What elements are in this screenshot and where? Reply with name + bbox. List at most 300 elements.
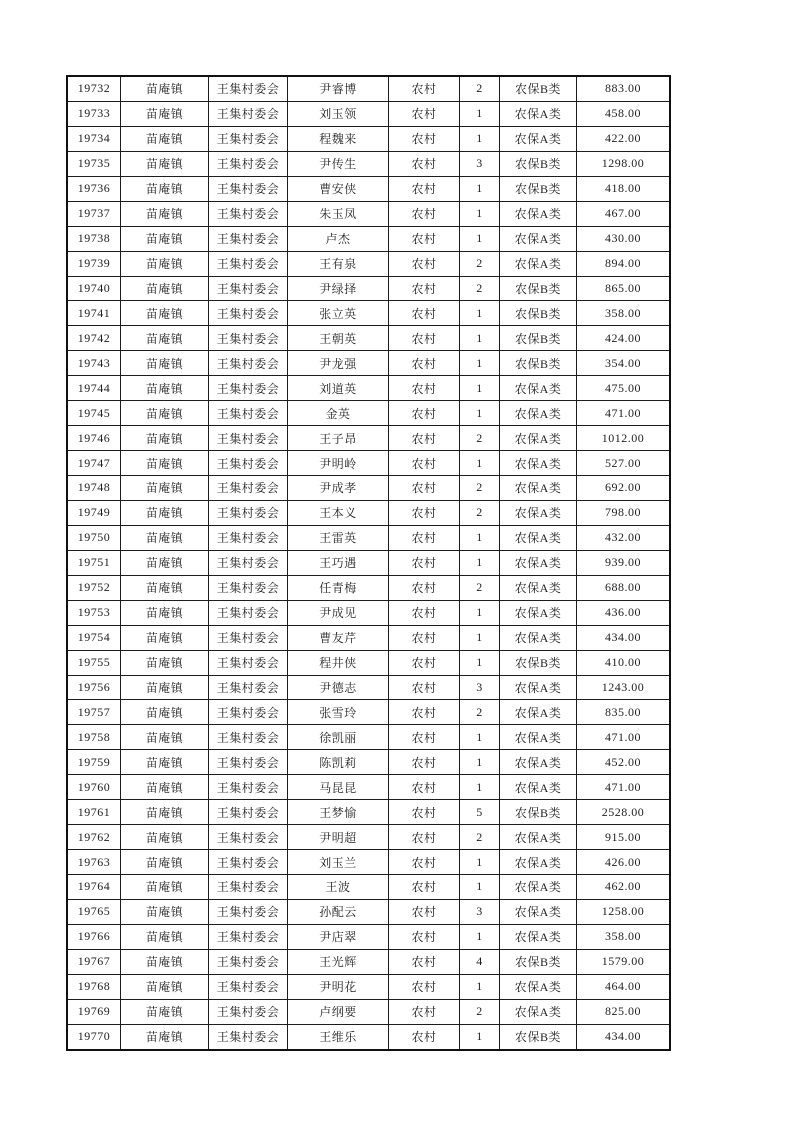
town-cell: 苗庵镇 [121, 899, 209, 924]
person-name-cell: 尹传生 [288, 151, 389, 176]
insurance-category-cell: 农保B类 [500, 76, 577, 101]
residence-type-cell: 农村 [389, 775, 460, 800]
residence-type-cell: 农村 [389, 750, 460, 775]
person-name-cell: 王子昂 [288, 426, 389, 451]
town-cell: 苗庵镇 [121, 151, 209, 176]
village-committee-cell: 王集村委会 [209, 924, 288, 949]
town-cell: 苗庵镇 [121, 800, 209, 825]
amount-cell: 915.00 [577, 825, 671, 850]
town-cell: 苗庵镇 [121, 875, 209, 900]
record-id-cell: 19752 [67, 575, 121, 600]
residence-type-cell: 农村 [389, 126, 460, 151]
residence-type-cell: 农村 [389, 575, 460, 600]
village-committee-cell: 王集村委会 [209, 999, 288, 1024]
amount-cell: 422.00 [577, 126, 671, 151]
insurance-category-cell: 农保B类 [500, 800, 577, 825]
table-row [67, 101, 670, 126]
person-name-cell: 尹明超 [288, 825, 389, 850]
residence-type-cell: 农村 [389, 974, 460, 999]
record-id-cell: 19750 [67, 525, 121, 550]
village-committee-cell: 王集村委会 [209, 700, 288, 725]
person-name-cell: 陈凯莉 [288, 750, 389, 775]
town-cell: 苗庵镇 [121, 825, 209, 850]
insurance-category-cell: 农保A类 [500, 899, 577, 924]
insurance-category-cell: 农保A类 [500, 476, 577, 501]
town-cell: 苗庵镇 [121, 675, 209, 700]
insurance-category-cell: 农保A类 [500, 451, 577, 476]
table-row [67, 326, 670, 351]
record-id-cell: 19768 [67, 974, 121, 999]
table-row [67, 575, 670, 600]
residence-type-cell: 农村 [389, 675, 460, 700]
town-cell: 苗庵镇 [121, 850, 209, 875]
amount-cell: 894.00 [577, 251, 671, 276]
person-name-cell: 尹明花 [288, 974, 389, 999]
table-row [67, 800, 670, 825]
residence-type-cell: 农村 [389, 226, 460, 251]
record-id-cell: 19758 [67, 725, 121, 750]
residence-type-cell: 农村 [389, 600, 460, 625]
town-cell: 苗庵镇 [121, 126, 209, 151]
insurance-category-cell: 农保A类 [500, 675, 577, 700]
person-name-cell: 王光辉 [288, 949, 389, 974]
person-count-cell: 1 [460, 176, 500, 201]
residence-type-cell: 农村 [389, 999, 460, 1024]
table-row [67, 850, 670, 875]
town-cell: 苗庵镇 [121, 301, 209, 326]
person-name-cell: 张雪玲 [288, 700, 389, 725]
insurance-category-cell: 农保A类 [500, 226, 577, 251]
insurance-category-cell: 农保A类 [500, 201, 577, 226]
person-name-cell: 刘玉领 [288, 101, 389, 126]
residence-type-cell: 农村 [389, 825, 460, 850]
town-cell: 苗庵镇 [121, 525, 209, 550]
village-committee-cell: 王集村委会 [209, 750, 288, 775]
person-name-cell: 尹店翠 [288, 924, 389, 949]
residence-type-cell: 农村 [389, 1024, 460, 1049]
residence-type-cell: 农村 [389, 899, 460, 924]
person-name-cell: 尹明岭 [288, 451, 389, 476]
person-count-cell: 1 [460, 101, 500, 126]
person-name-cell: 孙配云 [288, 899, 389, 924]
person-name-cell: 曹友芹 [288, 625, 389, 650]
insurance-category-cell: 农保B类 [500, 301, 577, 326]
amount-cell: 825.00 [577, 999, 671, 1024]
town-cell: 苗庵镇 [121, 176, 209, 201]
residence-type-cell: 农村 [389, 476, 460, 501]
town-cell: 苗庵镇 [121, 924, 209, 949]
record-id-cell: 19740 [67, 276, 121, 301]
record-id-cell: 19756 [67, 675, 121, 700]
person-count-cell: 2 [460, 575, 500, 600]
record-id-cell: 19761 [67, 800, 121, 825]
amount-cell: 452.00 [577, 750, 671, 775]
table-row [67, 76, 670, 101]
table-row [67, 974, 670, 999]
person-name-cell: 任青梅 [288, 575, 389, 600]
person-name-cell: 程井侠 [288, 650, 389, 675]
person-count-cell: 3 [460, 151, 500, 176]
table-row [67, 1024, 670, 1049]
record-id-cell: 19746 [67, 426, 121, 451]
insurance-category-cell: 农保A类 [500, 974, 577, 999]
table-row [67, 525, 670, 550]
town-cell: 苗庵镇 [121, 376, 209, 401]
person-count-cell: 2 [460, 500, 500, 525]
town-cell: 苗庵镇 [121, 251, 209, 276]
person-count-cell: 1 [460, 401, 500, 426]
amount-cell: 432.00 [577, 525, 671, 550]
insurance-category-cell: 农保A类 [500, 376, 577, 401]
village-committee-cell: 王集村委会 [209, 675, 288, 700]
person-count-cell: 1 [460, 974, 500, 999]
town-cell: 苗庵镇 [121, 351, 209, 376]
table-row [67, 875, 670, 900]
town-cell: 苗庵镇 [121, 101, 209, 126]
person-count-cell: 2 [460, 700, 500, 725]
record-id-cell: 19770 [67, 1024, 121, 1049]
table-row [67, 675, 670, 700]
person-count-cell: 1 [460, 725, 500, 750]
person-name-cell: 尹绿择 [288, 276, 389, 301]
person-name-cell: 刘玉兰 [288, 850, 389, 875]
residence-type-cell: 农村 [389, 725, 460, 750]
record-id-cell: 19739 [67, 251, 121, 276]
person-count-cell: 1 [460, 326, 500, 351]
insurance-category-cell: 农保B类 [500, 176, 577, 201]
person-count-cell: 1 [460, 525, 500, 550]
person-name-cell: 刘道英 [288, 376, 389, 401]
town-cell: 苗庵镇 [121, 700, 209, 725]
person-count-cell: 2 [460, 426, 500, 451]
person-count-cell: 1 [460, 750, 500, 775]
village-committee-cell: 王集村委会 [209, 351, 288, 376]
village-committee-cell: 王集村委会 [209, 825, 288, 850]
town-cell: 苗庵镇 [121, 949, 209, 974]
amount-cell: 798.00 [577, 500, 671, 525]
town-cell: 苗庵镇 [121, 650, 209, 675]
record-id-cell: 19767 [67, 949, 121, 974]
table-body [67, 76, 670, 1050]
village-committee-cell: 王集村委会 [209, 226, 288, 251]
residence-type-cell: 农村 [389, 949, 460, 974]
table-row [67, 376, 670, 401]
table-row [67, 201, 670, 226]
table-row [67, 625, 670, 650]
insurance-category-cell: 农保A类 [500, 401, 577, 426]
town-cell: 苗庵镇 [121, 725, 209, 750]
town-cell: 苗庵镇 [121, 550, 209, 575]
amount-cell: 418.00 [577, 176, 671, 201]
residence-type-cell: 农村 [389, 800, 460, 825]
residence-type-cell: 农村 [389, 201, 460, 226]
town-cell: 苗庵镇 [121, 575, 209, 600]
record-id-cell: 19754 [67, 625, 121, 650]
amount-cell: 2528.00 [577, 800, 671, 825]
person-count-cell: 1 [460, 451, 500, 476]
insurance-category-cell: 农保A类 [500, 101, 577, 126]
person-name-cell: 徐凯丽 [288, 725, 389, 750]
person-name-cell: 曹安侠 [288, 176, 389, 201]
residence-type-cell: 农村 [389, 850, 460, 875]
insurance-category-cell: 农保A类 [500, 700, 577, 725]
person-count-cell: 4 [460, 949, 500, 974]
amount-cell: 471.00 [577, 775, 671, 800]
person-count-cell: 3 [460, 899, 500, 924]
record-id-cell: 19741 [67, 301, 121, 326]
person-count-cell: 2 [460, 825, 500, 850]
person-name-cell: 尹睿博 [288, 76, 389, 101]
person-count-cell: 1 [460, 351, 500, 376]
record-id-cell: 19765 [67, 899, 121, 924]
person-name-cell: 王维乐 [288, 1024, 389, 1049]
table-row [67, 176, 670, 201]
person-name-cell: 王梦愉 [288, 800, 389, 825]
person-count-cell: 1 [460, 550, 500, 575]
residence-type-cell: 农村 [389, 151, 460, 176]
amount-cell: 458.00 [577, 101, 671, 126]
insurance-category-cell: 农保B类 [500, 151, 577, 176]
insurance-category-cell: 农保B类 [500, 1024, 577, 1049]
residence-type-cell: 农村 [389, 426, 460, 451]
village-committee-cell: 王集村委会 [209, 426, 288, 451]
residence-type-cell: 农村 [389, 525, 460, 550]
record-id-cell: 19766 [67, 924, 121, 949]
table-row [67, 825, 670, 850]
village-committee-cell: 王集村委会 [209, 899, 288, 924]
residence-type-cell: 农村 [389, 376, 460, 401]
person-count-cell: 1 [460, 226, 500, 251]
village-committee-cell: 王集村委会 [209, 775, 288, 800]
insurance-category-cell: 农保A类 [500, 426, 577, 451]
insurance-category-cell: 农保A类 [500, 500, 577, 525]
amount-cell: 358.00 [577, 924, 671, 949]
table-row [67, 426, 670, 451]
insurance-category-cell: 农保A类 [500, 525, 577, 550]
village-committee-cell: 王集村委会 [209, 151, 288, 176]
residence-type-cell: 农村 [389, 76, 460, 101]
residence-type-cell: 农村 [389, 351, 460, 376]
amount-cell: 692.00 [577, 476, 671, 501]
amount-cell: 1298.00 [577, 151, 671, 176]
amount-cell: 688.00 [577, 575, 671, 600]
residence-type-cell: 农村 [389, 276, 460, 301]
residence-type-cell: 农村 [389, 251, 460, 276]
table-row [67, 550, 670, 575]
insurance-category-cell: 农保A类 [500, 825, 577, 850]
amount-cell: 527.00 [577, 451, 671, 476]
village-committee-cell: 王集村委会 [209, 650, 288, 675]
residence-type-cell: 农村 [389, 650, 460, 675]
payment-roster-table [66, 75, 671, 1051]
person-name-cell: 卢杰 [288, 226, 389, 251]
record-id-cell: 19769 [67, 999, 121, 1024]
person-count-cell: 3 [460, 675, 500, 700]
table-row [67, 899, 670, 924]
town-cell: 苗庵镇 [121, 1024, 209, 1049]
record-id-cell: 19755 [67, 650, 121, 675]
insurance-category-cell: 农保A类 [500, 875, 577, 900]
insurance-category-cell: 农保A类 [500, 924, 577, 949]
person-name-cell: 王雷英 [288, 525, 389, 550]
amount-cell: 835.00 [577, 700, 671, 725]
insurance-category-cell: 农保A类 [500, 750, 577, 775]
person-name-cell: 王巧遇 [288, 550, 389, 575]
residence-type-cell: 农村 [389, 326, 460, 351]
amount-cell: 462.00 [577, 875, 671, 900]
person-name-cell: 尹成孝 [288, 476, 389, 501]
village-committee-cell: 王集村委会 [209, 725, 288, 750]
table-row [67, 999, 670, 1024]
person-count-cell: 1 [460, 201, 500, 226]
table-row [67, 226, 670, 251]
person-count-cell: 1 [460, 376, 500, 401]
record-id-cell: 19737 [67, 201, 121, 226]
table-row [67, 151, 670, 176]
person-count-cell: 1 [460, 301, 500, 326]
table-row [67, 725, 670, 750]
village-committee-cell: 王集村委会 [209, 376, 288, 401]
table-row [67, 600, 670, 625]
town-cell: 苗庵镇 [121, 999, 209, 1024]
record-id-cell: 19745 [67, 401, 121, 426]
amount-cell: 424.00 [577, 326, 671, 351]
residence-type-cell: 农村 [389, 301, 460, 326]
residence-type-cell: 农村 [389, 451, 460, 476]
town-cell: 苗庵镇 [121, 226, 209, 251]
town-cell: 苗庵镇 [121, 750, 209, 775]
insurance-category-cell: 农保B类 [500, 650, 577, 675]
person-count-cell: 2 [460, 276, 500, 301]
insurance-category-cell: 农保A类 [500, 251, 577, 276]
residence-type-cell: 农村 [389, 401, 460, 426]
amount-cell: 434.00 [577, 1024, 671, 1049]
insurance-category-cell: 农保A类 [500, 575, 577, 600]
table-row [67, 451, 670, 476]
record-id-cell: 19747 [67, 451, 121, 476]
residence-type-cell: 农村 [389, 550, 460, 575]
village-committee-cell: 王集村委会 [209, 974, 288, 999]
village-committee-cell: 王集村委会 [209, 251, 288, 276]
town-cell: 苗庵镇 [121, 500, 209, 525]
residence-type-cell: 农村 [389, 924, 460, 949]
village-committee-cell: 王集村委会 [209, 575, 288, 600]
person-name-cell: 马昆昆 [288, 775, 389, 800]
insurance-category-cell: 农保B类 [500, 949, 577, 974]
record-id-cell: 19760 [67, 775, 121, 800]
record-id-cell: 19743 [67, 351, 121, 376]
village-committee-cell: 王集村委会 [209, 401, 288, 426]
person-count-cell: 2 [460, 76, 500, 101]
amount-cell: 467.00 [577, 201, 671, 226]
person-count-cell: 1 [460, 775, 500, 800]
amount-cell: 471.00 [577, 401, 671, 426]
record-id-cell: 19759 [67, 750, 121, 775]
village-committee-cell: 王集村委会 [209, 500, 288, 525]
village-committee-cell: 王集村委会 [209, 326, 288, 351]
village-committee-cell: 王集村委会 [209, 451, 288, 476]
amount-cell: 883.00 [577, 76, 671, 101]
person-name-cell: 卢纲要 [288, 999, 389, 1024]
person-name-cell: 张立英 [288, 301, 389, 326]
record-id-cell: 19734 [67, 126, 121, 151]
record-id-cell: 19762 [67, 825, 121, 850]
residence-type-cell: 农村 [389, 875, 460, 900]
insurance-category-cell: 农保A类 [500, 625, 577, 650]
record-id-cell: 19738 [67, 226, 121, 251]
record-id-cell: 19736 [67, 176, 121, 201]
amount-cell: 471.00 [577, 725, 671, 750]
record-id-cell: 19742 [67, 326, 121, 351]
town-cell: 苗庵镇 [121, 426, 209, 451]
insurance-category-cell: 农保A类 [500, 725, 577, 750]
person-name-cell: 王朝英 [288, 326, 389, 351]
person-count-cell: 2 [460, 476, 500, 501]
person-count-cell: 1 [460, 625, 500, 650]
person-count-cell: 1 [460, 600, 500, 625]
record-id-cell: 19732 [67, 76, 121, 101]
person-name-cell: 程魏来 [288, 126, 389, 151]
amount-cell: 354.00 [577, 351, 671, 376]
record-id-cell: 19749 [67, 500, 121, 525]
village-committee-cell: 王集村委会 [209, 126, 288, 151]
person-count-cell: 1 [460, 924, 500, 949]
town-cell: 苗庵镇 [121, 974, 209, 999]
amount-cell: 410.00 [577, 650, 671, 675]
person-name-cell: 王波 [288, 875, 389, 900]
amount-cell: 1012.00 [577, 426, 671, 451]
village-committee-cell: 王集村委会 [209, 201, 288, 226]
village-committee-cell: 王集村委会 [209, 301, 288, 326]
village-committee-cell: 王集村委会 [209, 875, 288, 900]
town-cell: 苗庵镇 [121, 76, 209, 101]
amount-cell: 436.00 [577, 600, 671, 625]
amount-cell: 464.00 [577, 974, 671, 999]
insurance-category-cell: 农保B类 [500, 326, 577, 351]
person-count-cell: 5 [460, 800, 500, 825]
town-cell: 苗庵镇 [121, 476, 209, 501]
village-committee-cell: 王集村委会 [209, 76, 288, 101]
insurance-category-cell: 农保A类 [500, 775, 577, 800]
amount-cell: 358.00 [577, 301, 671, 326]
person-name-cell: 尹龙强 [288, 351, 389, 376]
village-committee-cell: 王集村委会 [209, 525, 288, 550]
table-row [67, 476, 670, 501]
amount-cell: 434.00 [577, 625, 671, 650]
village-committee-cell: 王集村委会 [209, 101, 288, 126]
person-count-cell: 1 [460, 1024, 500, 1049]
town-cell: 苗庵镇 [121, 451, 209, 476]
record-id-cell: 19748 [67, 476, 121, 501]
person-name-cell: 尹成见 [288, 600, 389, 625]
table-row [67, 251, 670, 276]
insurance-category-cell: 农保B类 [500, 351, 577, 376]
table-row [67, 924, 670, 949]
town-cell: 苗庵镇 [121, 600, 209, 625]
insurance-category-cell: 农保A类 [500, 126, 577, 151]
person-count-cell: 1 [460, 875, 500, 900]
village-committee-cell: 王集村委会 [209, 949, 288, 974]
village-committee-cell: 王集村委会 [209, 176, 288, 201]
amount-cell: 475.00 [577, 376, 671, 401]
person-name-cell: 尹德志 [288, 675, 389, 700]
town-cell: 苗庵镇 [121, 625, 209, 650]
record-id-cell: 19735 [67, 151, 121, 176]
person-name-cell: 朱玉凤 [288, 201, 389, 226]
village-committee-cell: 王集村委会 [209, 800, 288, 825]
table-row [67, 351, 670, 376]
record-id-cell: 19753 [67, 600, 121, 625]
